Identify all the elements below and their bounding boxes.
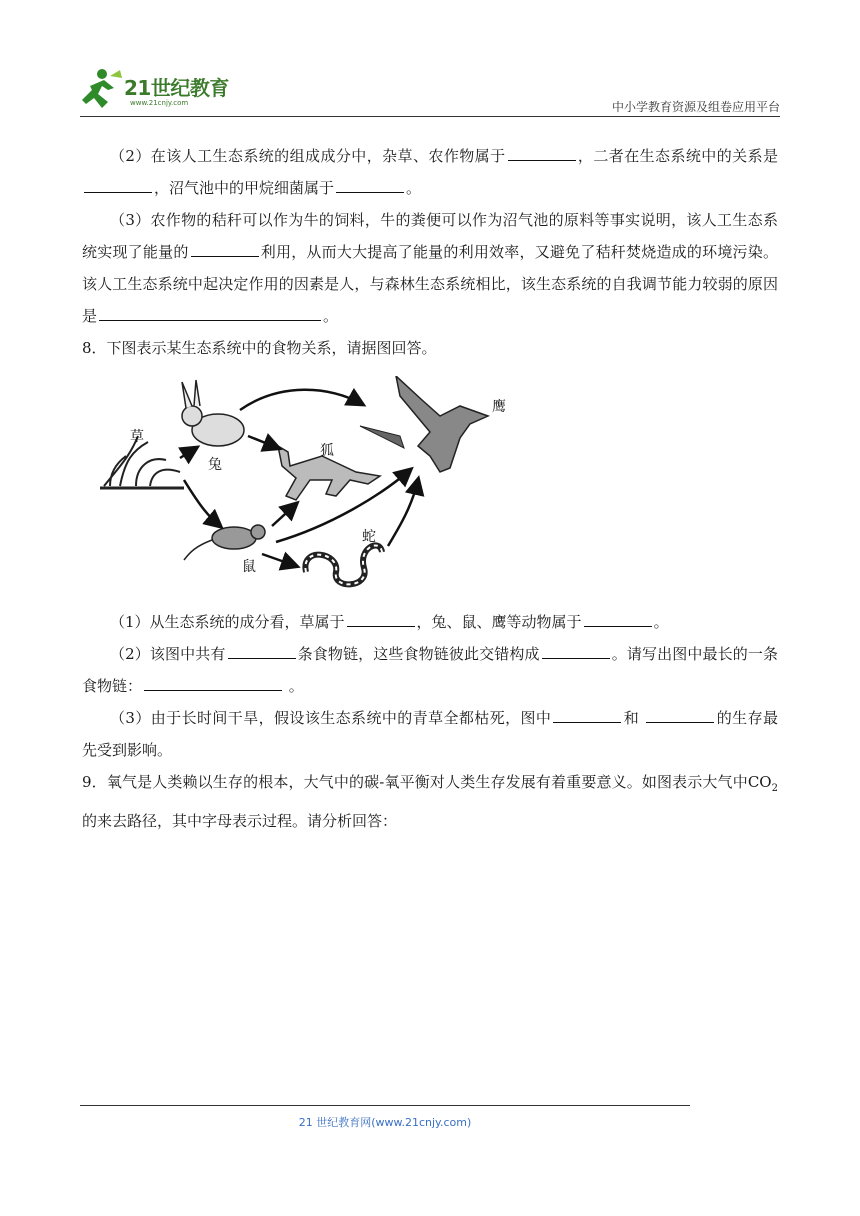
- answer-blank[interactable]: [84, 176, 152, 193]
- q7-p3-text-a: （3）农作物的秸秆可以作为牛的饲料，牛的粪便可以作为沼气池的原料等事实说明，该人工生态系统实现了能量的: [82, 211, 778, 261]
- q8-p2-text-d: 。: [288, 677, 304, 695]
- q7-part2: [82, 140, 778, 204]
- q9-co2-subscript: 2: [771, 783, 778, 794]
- label-snake: 蛇: [362, 529, 376, 545]
- footer-text[interactable]: 21 世纪教育网(www.21cnjy.com): [298, 1116, 472, 1129]
- logo-url: www.21cnjy.com: [130, 99, 189, 107]
- q8-part2: [82, 638, 778, 702]
- answer-blank[interactable]: [553, 706, 621, 723]
- platform-name: 中小学教育资源及组卷应用平台: [611, 100, 780, 114]
- header-divider: [80, 116, 780, 117]
- q8-part3: [82, 702, 778, 766]
- answer-blank[interactable]: [99, 304, 321, 321]
- document-body: [82, 140, 778, 837]
- q7-p2-text-a: （2）在该人工生态系统的组成成分中，杂草、农作物属于: [110, 147, 506, 165]
- site-logo: [80, 66, 250, 116]
- q8-p1-text-a: （1）从生态系统的成分看，草属于: [110, 613, 345, 631]
- answer-blank[interactable]: [347, 610, 415, 627]
- q8-stem: 8．下图表示某生态系统中的食物关系，请据图回答。: [82, 339, 437, 357]
- q7-p2-text-d: 。: [406, 179, 422, 197]
- q8-p2-text-a: （2）该图中共有: [110, 645, 226, 663]
- rabbit-icon: [182, 380, 244, 446]
- q7-p3-text-c: 。: [323, 307, 339, 325]
- mouse-icon: [184, 525, 265, 560]
- q9-stem-text-b: 的来去路径，其中字母表示过程。请分析回答：: [82, 812, 398, 830]
- runner-logo-icon: [80, 66, 126, 112]
- logo-text: 21世纪教育: [124, 76, 229, 100]
- q8-p2-text-b: 条食物链，这些食物链彼此交错构成: [297, 645, 540, 663]
- answer-blank[interactable]: [228, 642, 296, 659]
- page-footer: [0, 1114, 860, 1130]
- answer-blank[interactable]: [191, 240, 259, 257]
- q8-p1-text-c: 。: [653, 613, 669, 631]
- q9-stem-text-a: 9．氧气是人类赖以生存的根本，大气中的碳-氧平衡对人类生存发展有着重要意义。如图表示大气中CO: [82, 773, 772, 791]
- q8-p3-text-a: （3）由于长时间干旱，假设该生态系统中的青草全都枯死，图中: [110, 709, 552, 727]
- answer-blank[interactable]: [508, 144, 576, 161]
- label-rabbit: 兔: [208, 457, 222, 473]
- answer-blank[interactable]: [144, 674, 282, 691]
- q7-p2-text-b: ，二者在生态系统中的关系是: [577, 147, 778, 165]
- q8-p2-text-c: 。请写出图中最长的一条食物链：: [82, 645, 778, 695]
- food-web-diagram: [100, 376, 520, 598]
- q8-p3-text-b: 和: [623, 709, 640, 727]
- answer-blank[interactable]: [646, 706, 714, 723]
- q8-p1-text-b: ，兔、鼠、鹰等动物属于: [416, 613, 582, 631]
- snake-icon: [305, 545, 382, 584]
- q7-p3-text-b: 利用，从而大大提高了能量的利用效率，又避免了秸秆焚烧造成的环境污染。该人工生态系统中起决定作用的因素是人，与森林生态系统相比，该生态系统的自我调节能力较弱的原因是: [82, 243, 778, 325]
- q9-stem: [82, 766, 778, 837]
- answer-blank[interactable]: [584, 610, 652, 627]
- q7-part3: [82, 204, 778, 332]
- label-grass: 草: [130, 429, 144, 445]
- food-web-figure: [100, 376, 520, 598]
- answer-blank[interactable]: [336, 176, 404, 193]
- label-mouse: 鼠: [242, 559, 256, 575]
- footer-divider: [80, 1105, 690, 1106]
- answer-blank[interactable]: [542, 642, 610, 659]
- eagle-icon: [360, 376, 488, 472]
- q8-part1: [82, 606, 778, 638]
- label-fox: 狐: [320, 443, 334, 459]
- page-header: [80, 60, 780, 118]
- q8-p3-text-c: 的生存最先受到影响。: [82, 709, 778, 759]
- label-eagle: 鹰: [492, 399, 506, 415]
- q7-p2-text-c: ，沼气池中的甲烷细菌属于: [154, 179, 335, 197]
